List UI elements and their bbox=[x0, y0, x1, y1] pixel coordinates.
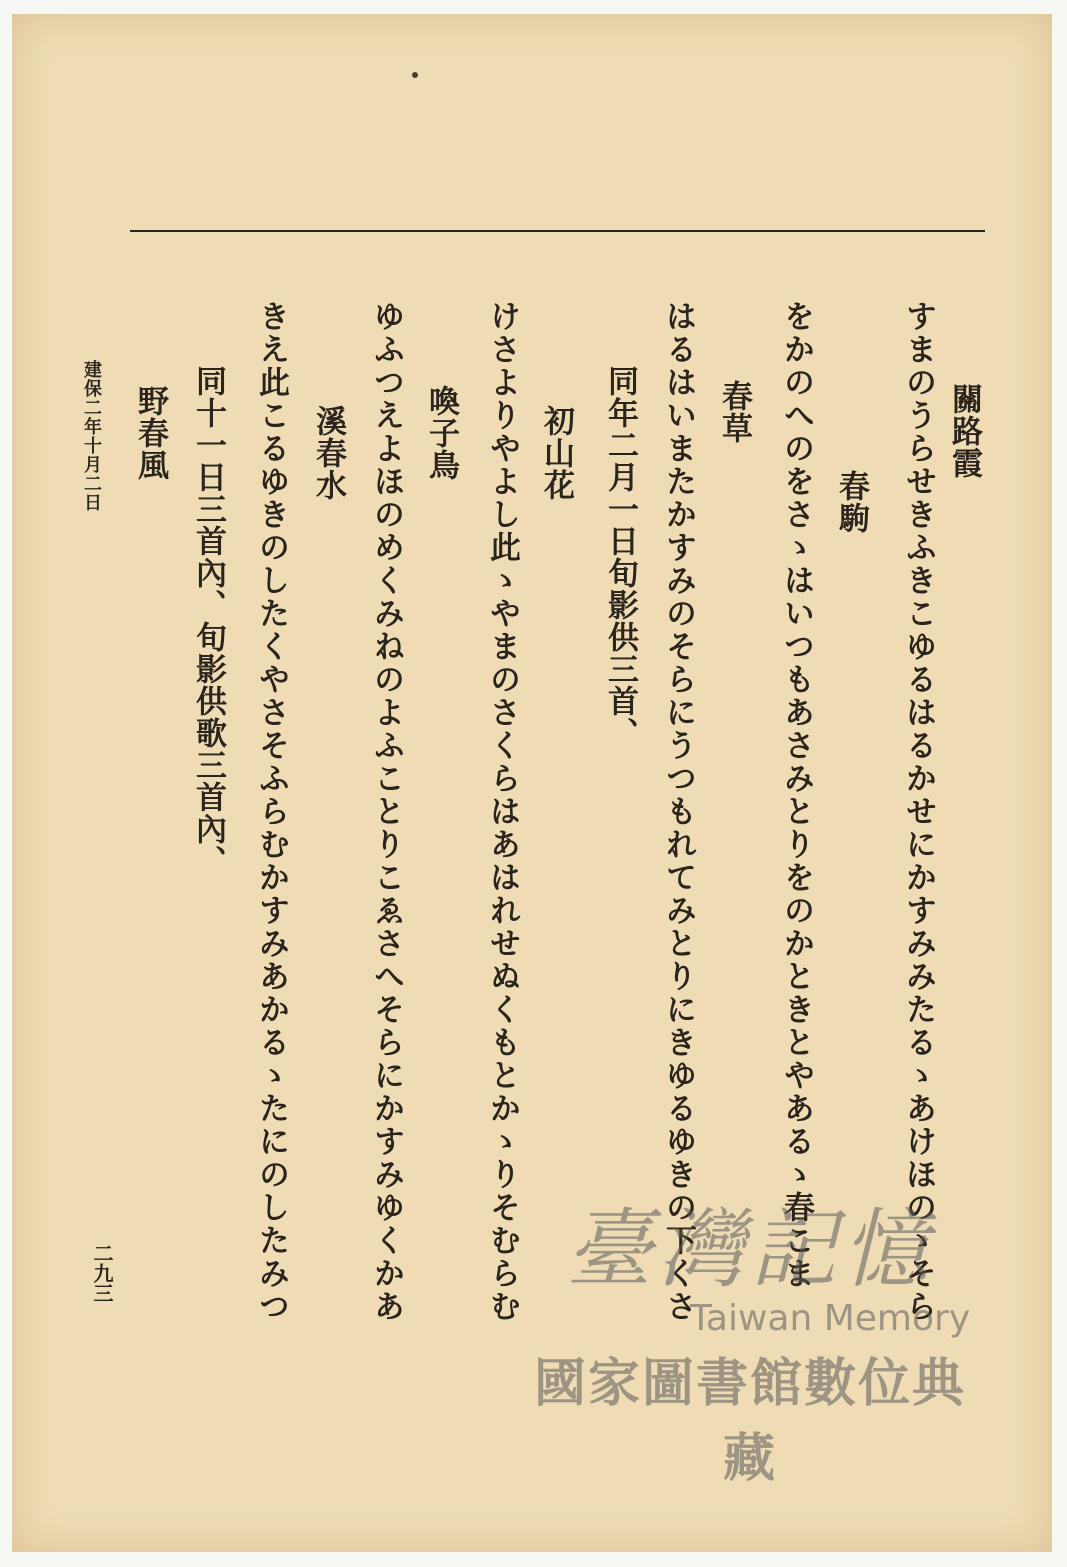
poem-text-6: きえ此こるゆきのしたくやさそふらむかすみあかるゝたにのしたみつ bbox=[253, 300, 289, 1323]
title-kanrokasumi: 關路霞 bbox=[946, 383, 982, 479]
horizontal-rule bbox=[130, 230, 985, 232]
title-yashunpu: 野春風 bbox=[132, 385, 168, 481]
watermark-org: 國家圖書館數位典藏 bbox=[533, 1354, 966, 1489]
watermark-english: Taiwan Memory bbox=[689, 1298, 971, 1339]
watermark-main: 臺灣記憶 bbox=[566, 1200, 934, 1300]
title-shunso: 春草 bbox=[716, 380, 752, 444]
title-shunku: 春駒 bbox=[833, 470, 869, 534]
title-hatsuyamahana: 初山花 bbox=[538, 405, 574, 501]
date-line: 建保二年十月二日 bbox=[81, 360, 102, 512]
watermark bbox=[510, 1180, 990, 1489]
poem-text-5: ゆふつえよほのめくみねのよふことりこゑさへそらにかすみゆくかあ bbox=[368, 300, 404, 1323]
title-keishunsui: 溪春水 bbox=[310, 405, 346, 501]
poem-text-4: けさよりやよし此ゝやまのさくらはあはれせぬくもとかゝりそむらむ bbox=[484, 300, 520, 1323]
poem-text-2: をかのへのをさゝはいつもあさみとりをのかときとやあるゝ春こま bbox=[778, 300, 814, 1290]
paper-speck bbox=[412, 72, 418, 78]
poem-text-1: すまのうらせきふきこゆるはるかせにかすみみたるゝあけほのゝそら bbox=[900, 300, 936, 1323]
poem-text-3: はるはいまたかすみのそらにうつもれてみとりにきゆるゆきの下くさ bbox=[660, 300, 696, 1323]
page-number: 二九三 bbox=[90, 1243, 114, 1303]
notice-2: 同十一日三首內、旬影供歌三首內、 bbox=[190, 365, 226, 877]
notice-1: 同年二月一日旬影供三首、 bbox=[602, 365, 638, 749]
title-yobukodori: 喚子鳥 bbox=[423, 385, 459, 481]
